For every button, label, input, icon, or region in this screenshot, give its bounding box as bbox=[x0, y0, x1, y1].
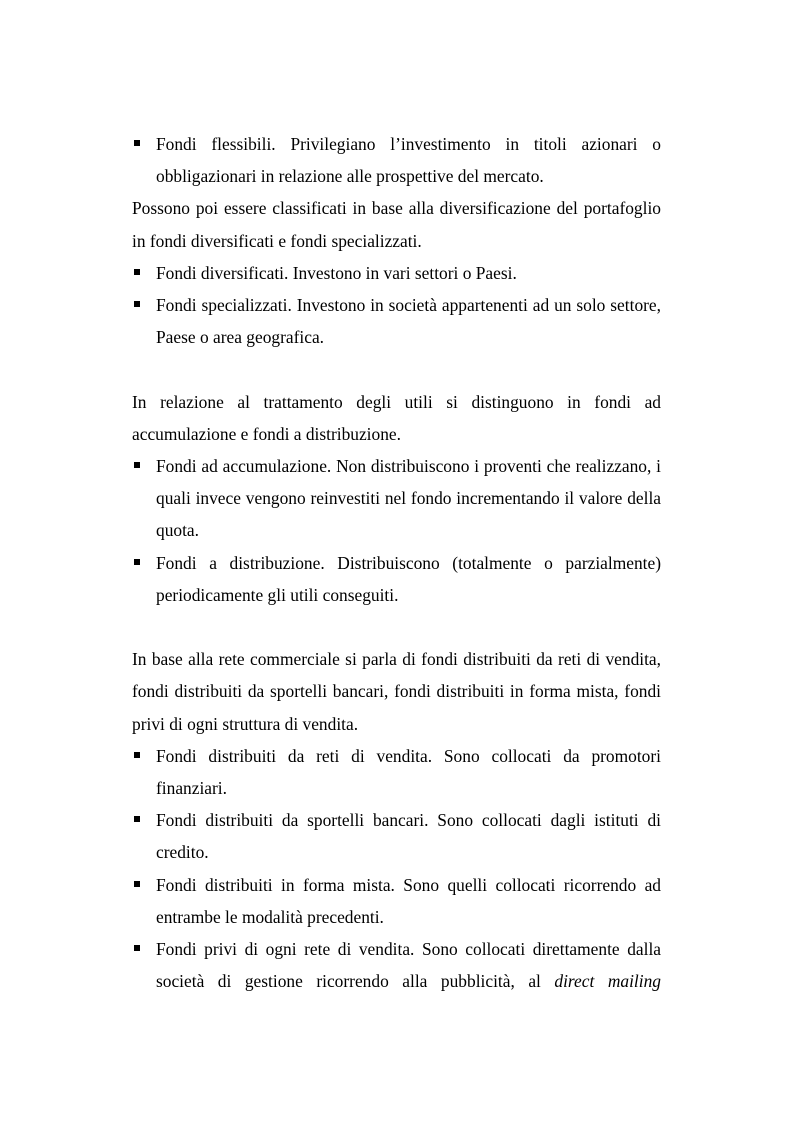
square-bullet-icon bbox=[134, 752, 140, 758]
bullet-text: Fondi specializzati. Investono in società appartenenti ad un solo settore, Paese o area geografica. bbox=[156, 295, 661, 348]
document-page bbox=[132, 128, 661, 997]
bullet-text: Fondi ad accumulazione. Non distribuiscono i proventi che realizzano, i quali invece vengono reinvestiti nel fondo incrementando il valore della quota. bbox=[156, 456, 661, 541]
square-bullet-icon bbox=[134, 140, 140, 146]
bullet-text: Fondi distribuiti da reti di vendita. Sono collocati da promotori finanziari. bbox=[156, 745, 661, 799]
bullet-fondi-specializzati bbox=[132, 289, 661, 353]
bullet-fondi-flessibili bbox=[132, 128, 661, 192]
paragraph-trattamento-utili: In relazione al trattamento degli utili si distinguono in fondi ad accumulazione e fondi a distribuzione. bbox=[132, 391, 661, 444]
bullet-text: Fondi a distribuzione. Distribuiscono (totalmente o parzialmente) periodicamente gli utili conseguiti. bbox=[156, 552, 661, 605]
paragraph-diversificazione: Possono poi essere classificati in base alla diversificazione del portafoglio in fondi diversificati e fondi specializzati. bbox=[132, 198, 661, 251]
bullet-text: Fondi diversificati. Investono in vari settori o Paesi. bbox=[156, 262, 517, 283]
square-bullet-icon bbox=[134, 816, 140, 822]
bullet-text: Fondi distribuiti in forma mista. Sono quelli collocati ricorrendo ad entrambe le modalità precedenti. bbox=[156, 874, 661, 927]
bullet-reti-vendita bbox=[132, 740, 661, 804]
paragraph-rete-commerciale: In base alla rete commerciale si parla di fondi distribuiti da reti di vendita, fondi distribuiti da sportelli bancari, fondi distribuiti in forma mista, fondi privi di ogni struttura di vendita. bbox=[132, 649, 661, 734]
italic-term-direct-mailing: direct mailing bbox=[554, 971, 661, 992]
paragraph-spacer bbox=[132, 353, 661, 385]
square-bullet-icon bbox=[134, 559, 140, 565]
bullet-fondi-distribuzione bbox=[132, 547, 661, 611]
square-bullet-icon bbox=[134, 881, 140, 887]
square-bullet-icon bbox=[134, 269, 140, 275]
bullet-text: Fondi flessibili. Privilegiano l’investimento in titoli azionari o obbligazionari in relazione alle prospettive del mercato. bbox=[156, 134, 661, 187]
bullet-text: Fondi distribuiti da sportelli bancari. Sono collocati dagli istituti di credito. bbox=[156, 810, 661, 863]
paragraph-spacer bbox=[132, 611, 661, 643]
bullet-fondi-diversificati bbox=[132, 257, 661, 289]
bullet-sportelli-bancari bbox=[132, 804, 661, 868]
square-bullet-icon bbox=[134, 301, 140, 307]
bullet-fondi-accumulazione bbox=[132, 450, 661, 547]
bullet-forma-mista bbox=[132, 869, 661, 933]
square-bullet-icon bbox=[134, 462, 140, 468]
bullet-text: Fondi privi di ogni rete di vendita. Sono collocati direttamente dalla società di gestione ricorrendo alla pubblicità, al bbox=[156, 939, 661, 992]
square-bullet-icon bbox=[134, 945, 140, 951]
bullet-privi-rete-vendita bbox=[132, 933, 661, 997]
